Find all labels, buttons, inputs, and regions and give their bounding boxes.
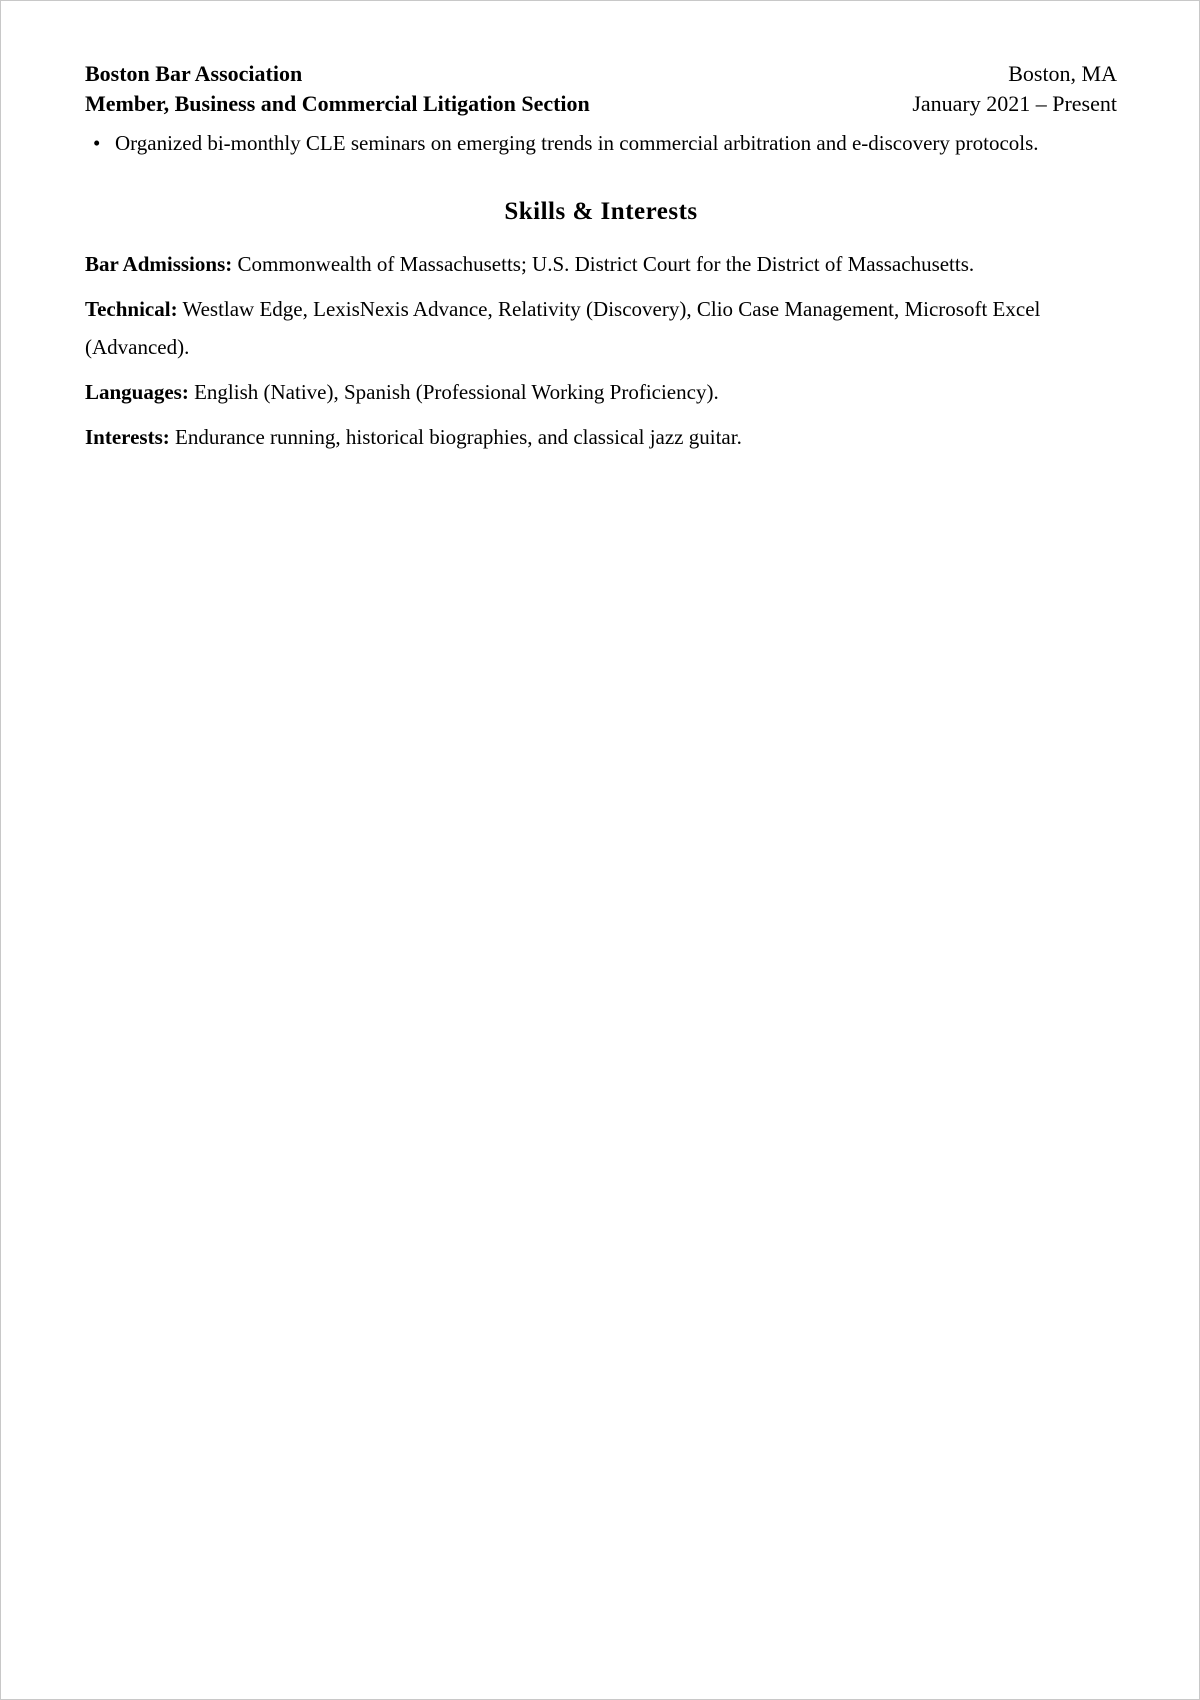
- skill-label: Interests:: [85, 425, 170, 449]
- section-title: Skills & Interests: [504, 198, 698, 225]
- role-title: Member, Business and Commercial Litigation Section: [85, 91, 590, 116]
- skill-text: English (Native), Spanish (Professional Working Proficiency).: [194, 380, 719, 404]
- bullet-item: [93, 129, 1117, 157]
- skill-label: Bar Admissions:: [85, 252, 233, 276]
- entry-bullet-list: [85, 129, 1117, 157]
- skill-text: Westlaw Edge, LexisNexis Advance, Relativity (Discovery), Clio Case Management, Microsoft Excel (Advanced).: [85, 297, 1041, 359]
- skill-label: Technical:: [85, 297, 178, 321]
- entry-dates: January 2021 – Present: [912, 91, 1117, 116]
- bullet-icon: •: [93, 131, 101, 155]
- skill-label: Languages:: [85, 380, 189, 404]
- page-content: [85, 59, 1117, 463]
- entry-header-row: [85, 59, 1117, 89]
- experience-entry: [85, 59, 1117, 157]
- skill-text: Commonwealth of Massachusetts; U.S. District Court for the District of Massachusetts.: [237, 252, 975, 276]
- entry-location: Boston, MA: [1008, 61, 1117, 86]
- organization-name: Boston Bar Association: [85, 61, 303, 86]
- skill-item-technical: [85, 290, 1117, 366]
- skill-text: Endurance running, historical biographies, and classical jazz guitar.: [175, 425, 742, 449]
- skills-list: [85, 245, 1117, 456]
- entry-role-row: [85, 89, 1117, 119]
- bullet-text: Organized bi-monthly CLE seminars on emerging trends in commercial arbitration and e-discovery protocols.: [115, 131, 1039, 155]
- skill-item-languages: [85, 373, 1117, 411]
- skill-item-interests: [85, 418, 1117, 456]
- skill-item-bar-admissions: [85, 245, 1117, 283]
